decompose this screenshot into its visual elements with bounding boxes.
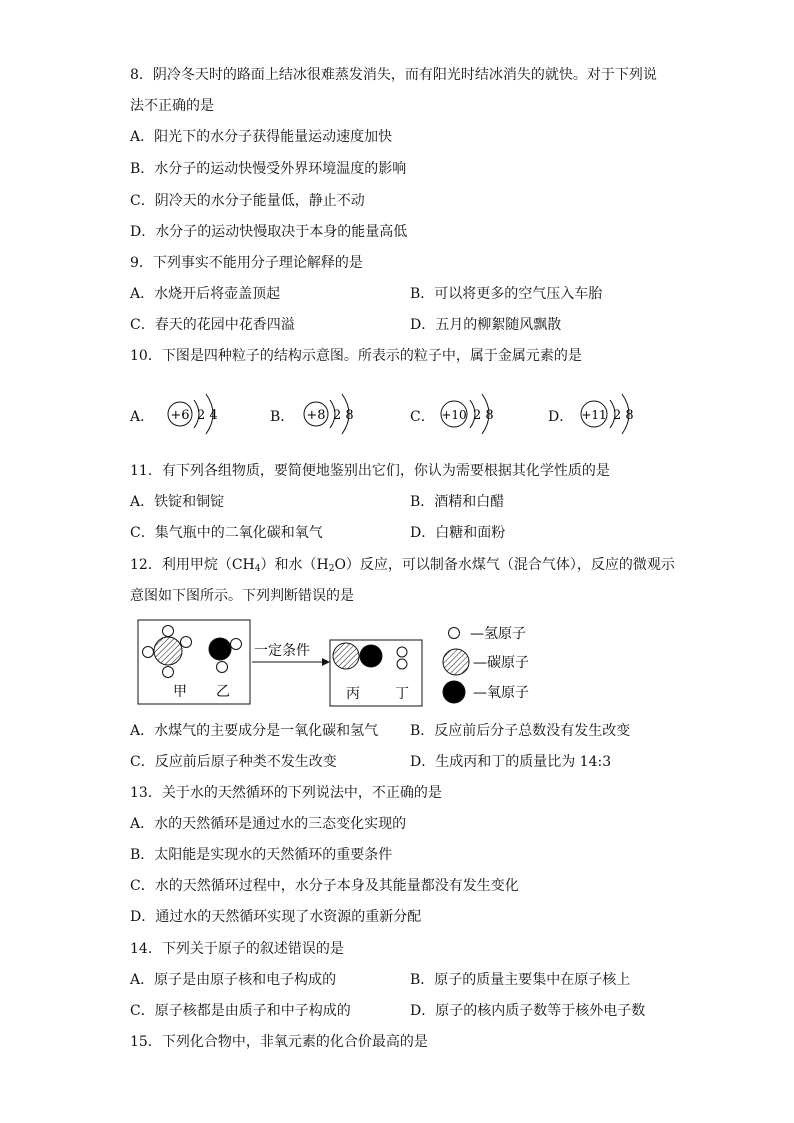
label-yi: 乙: [216, 684, 230, 700]
q9-option-c: C．春天的花园中花香四溢: [130, 317, 295, 333]
q13-option-a: A．水的天然循环是通过水的三态变化实现的: [130, 816, 407, 832]
hydrogen-atom: [397, 659, 407, 669]
q10-option-d: [548, 396, 658, 436]
hydrogen-atom: [143, 647, 154, 658]
reaction-condition: 一定条件: [254, 643, 310, 659]
q9-option-d: D．五月的柳絮随风飘散: [410, 317, 562, 333]
q12-option-d: D．生成丙和丁的质量比为 14:3: [410, 754, 612, 770]
q10-option-c: [410, 396, 520, 436]
q8-stem-line2: 法不正确的是: [130, 98, 214, 114]
oxygen-atom: [209, 638, 231, 660]
q8-option-c: C．阴冷天的水分子能量低，静止不动: [130, 193, 365, 209]
legend-hydrogen-label: —氢原子: [470, 626, 526, 642]
q8-option-d: D．水分子的运动快慢取决于本身的能量高低: [130, 224, 408, 240]
q14-stem: 14．下列关于原子的叙述错误的是: [130, 941, 344, 957]
legend-carbon-label: —碳原子: [473, 655, 529, 671]
q15-stem: 15．下列化合物中，非氧元素的化合价最高的是: [130, 1034, 428, 1050]
q14-option-a: A．原子是由原子核和电子构成的: [130, 972, 337, 988]
q12-stem-line1: [130, 556, 675, 578]
q12-stem-pre: 12．利用甲烷（CH: [130, 557, 255, 573]
q13-option-d: D．通过水的天然循环实现了水资源的重新分配: [130, 909, 422, 925]
hydrogen-atom: [163, 667, 174, 678]
legend-oxygen-icon: [443, 681, 465, 703]
option-letter: D．: [548, 409, 574, 425]
arrow-head-icon: [322, 658, 330, 666]
shell-electrons: 2 8: [333, 408, 354, 423]
hydrogen-atom: [163, 626, 174, 637]
label-ding: 丁: [395, 686, 409, 702]
reactant-box: [138, 620, 250, 704]
legend-oxygen-label: —氧原子: [473, 685, 529, 701]
q10-stem: 10．下图是四种粒子的结构示意图。所表示的粒子中，属于金属元素的是: [130, 348, 582, 364]
q12-stem-post: O）反应，可以制备水煤气（混合气体），反应的微观示: [334, 557, 675, 573]
option-letter: C．: [410, 409, 435, 425]
shell-electrons: 2 8: [473, 408, 494, 423]
nucleus-charge: +6: [170, 408, 190, 423]
q8-stem-line1: 8．阴冷冬天时的路面上结冰很难蒸发消失，而有阳光时结冰消失的就快。对于下列说: [130, 67, 657, 83]
q8-option-b: B．水分子的运动快慢受外界环境温度的影响: [130, 161, 407, 177]
carbon-atom: [333, 643, 359, 669]
atom-structure-icon: [162, 388, 242, 444]
option-letter: A．: [130, 409, 155, 425]
q12-stem-sub2: 2: [328, 564, 335, 574]
oxygen-atom: [360, 645, 382, 667]
q10-option-b: [270, 396, 380, 436]
q13-stem: 13．关于水的天然循环的下列说法中，不正确的是: [130, 785, 442, 801]
atom-structure-icon: [578, 388, 658, 444]
atom-structure-icon: [298, 388, 378, 444]
option-letter: B．: [270, 409, 295, 425]
hydrogen-atom: [231, 639, 242, 650]
q11-option-c: C．集气瓶中的二氧化碳和氧气: [130, 525, 323, 541]
hydrogen-atom: [181, 637, 192, 648]
nucleus-charge: +10: [441, 408, 467, 422]
label-jia: 甲: [173, 684, 187, 700]
q14-option-d: D．原子的核内质子数等于核外电子数: [410, 1003, 646, 1019]
q12-stem-mid: ）和水（H: [260, 557, 329, 573]
q9-stem: 9．下列事实不能用分子理论解释的是: [130, 255, 363, 271]
atom-structure-icon: [438, 388, 518, 444]
q14-option-b: B．原子的质量主要集中在原子核上: [410, 972, 631, 988]
nucleus-charge: +11: [581, 408, 607, 422]
q12-option-c: C．反应前后原子种类不发生改变: [130, 754, 337, 770]
q14-option-c: C．原子核都是由质子和中子构成的: [130, 1003, 351, 1019]
q12-option-b: B．反应前后分子总数没有发生改变: [410, 723, 631, 739]
q11-option-d: D．白糖和面粉: [410, 525, 506, 541]
hydrogen-atom: [217, 662, 228, 673]
q11-stem: 11．有下列各组物质，要简便地鉴别出它们，你认为需要根据其化学性质的是: [130, 463, 610, 479]
legend-carbon-icon: [443, 649, 469, 675]
q12-stem-line2: 意图如下图所示。下列判断错误的是: [130, 588, 354, 604]
q11-option-b: B．酒精和白醋: [410, 494, 505, 510]
q13-option-c: C．水的天然循环过程中，水分子本身及其能量都没有发生变化: [130, 878, 519, 894]
carbon-atom: [154, 637, 182, 665]
q8-option-a: A．阳光下的水分子获得能量运动速度加快: [130, 129, 393, 145]
q11-option-a: A．铁锭和铜锭: [130, 494, 225, 510]
q13-option-b: B．太阳能是实现水的天然循环的重要条件: [130, 847, 393, 863]
q12-stem-sub1: 4: [254, 564, 261, 574]
q9-option-b: B．可以将更多的空气压入车胎: [410, 286, 603, 302]
q10-option-a: [130, 396, 240, 436]
q12-option-a: A．水煤气的主要成分是一氧化碳和氢气: [130, 723, 379, 739]
shell-electrons: 2 4: [197, 408, 218, 423]
label-bing: 丙: [346, 686, 360, 702]
shell-electrons: 2 8: [613, 408, 634, 423]
reaction-diagram: [136, 614, 556, 710]
legend-hydrogen-icon: [449, 628, 460, 639]
hydrogen-atom: [397, 647, 407, 657]
q9-option-a: A．水烧开后将壶盖顶起: [130, 286, 281, 302]
nucleus-charge: +8: [306, 408, 326, 423]
